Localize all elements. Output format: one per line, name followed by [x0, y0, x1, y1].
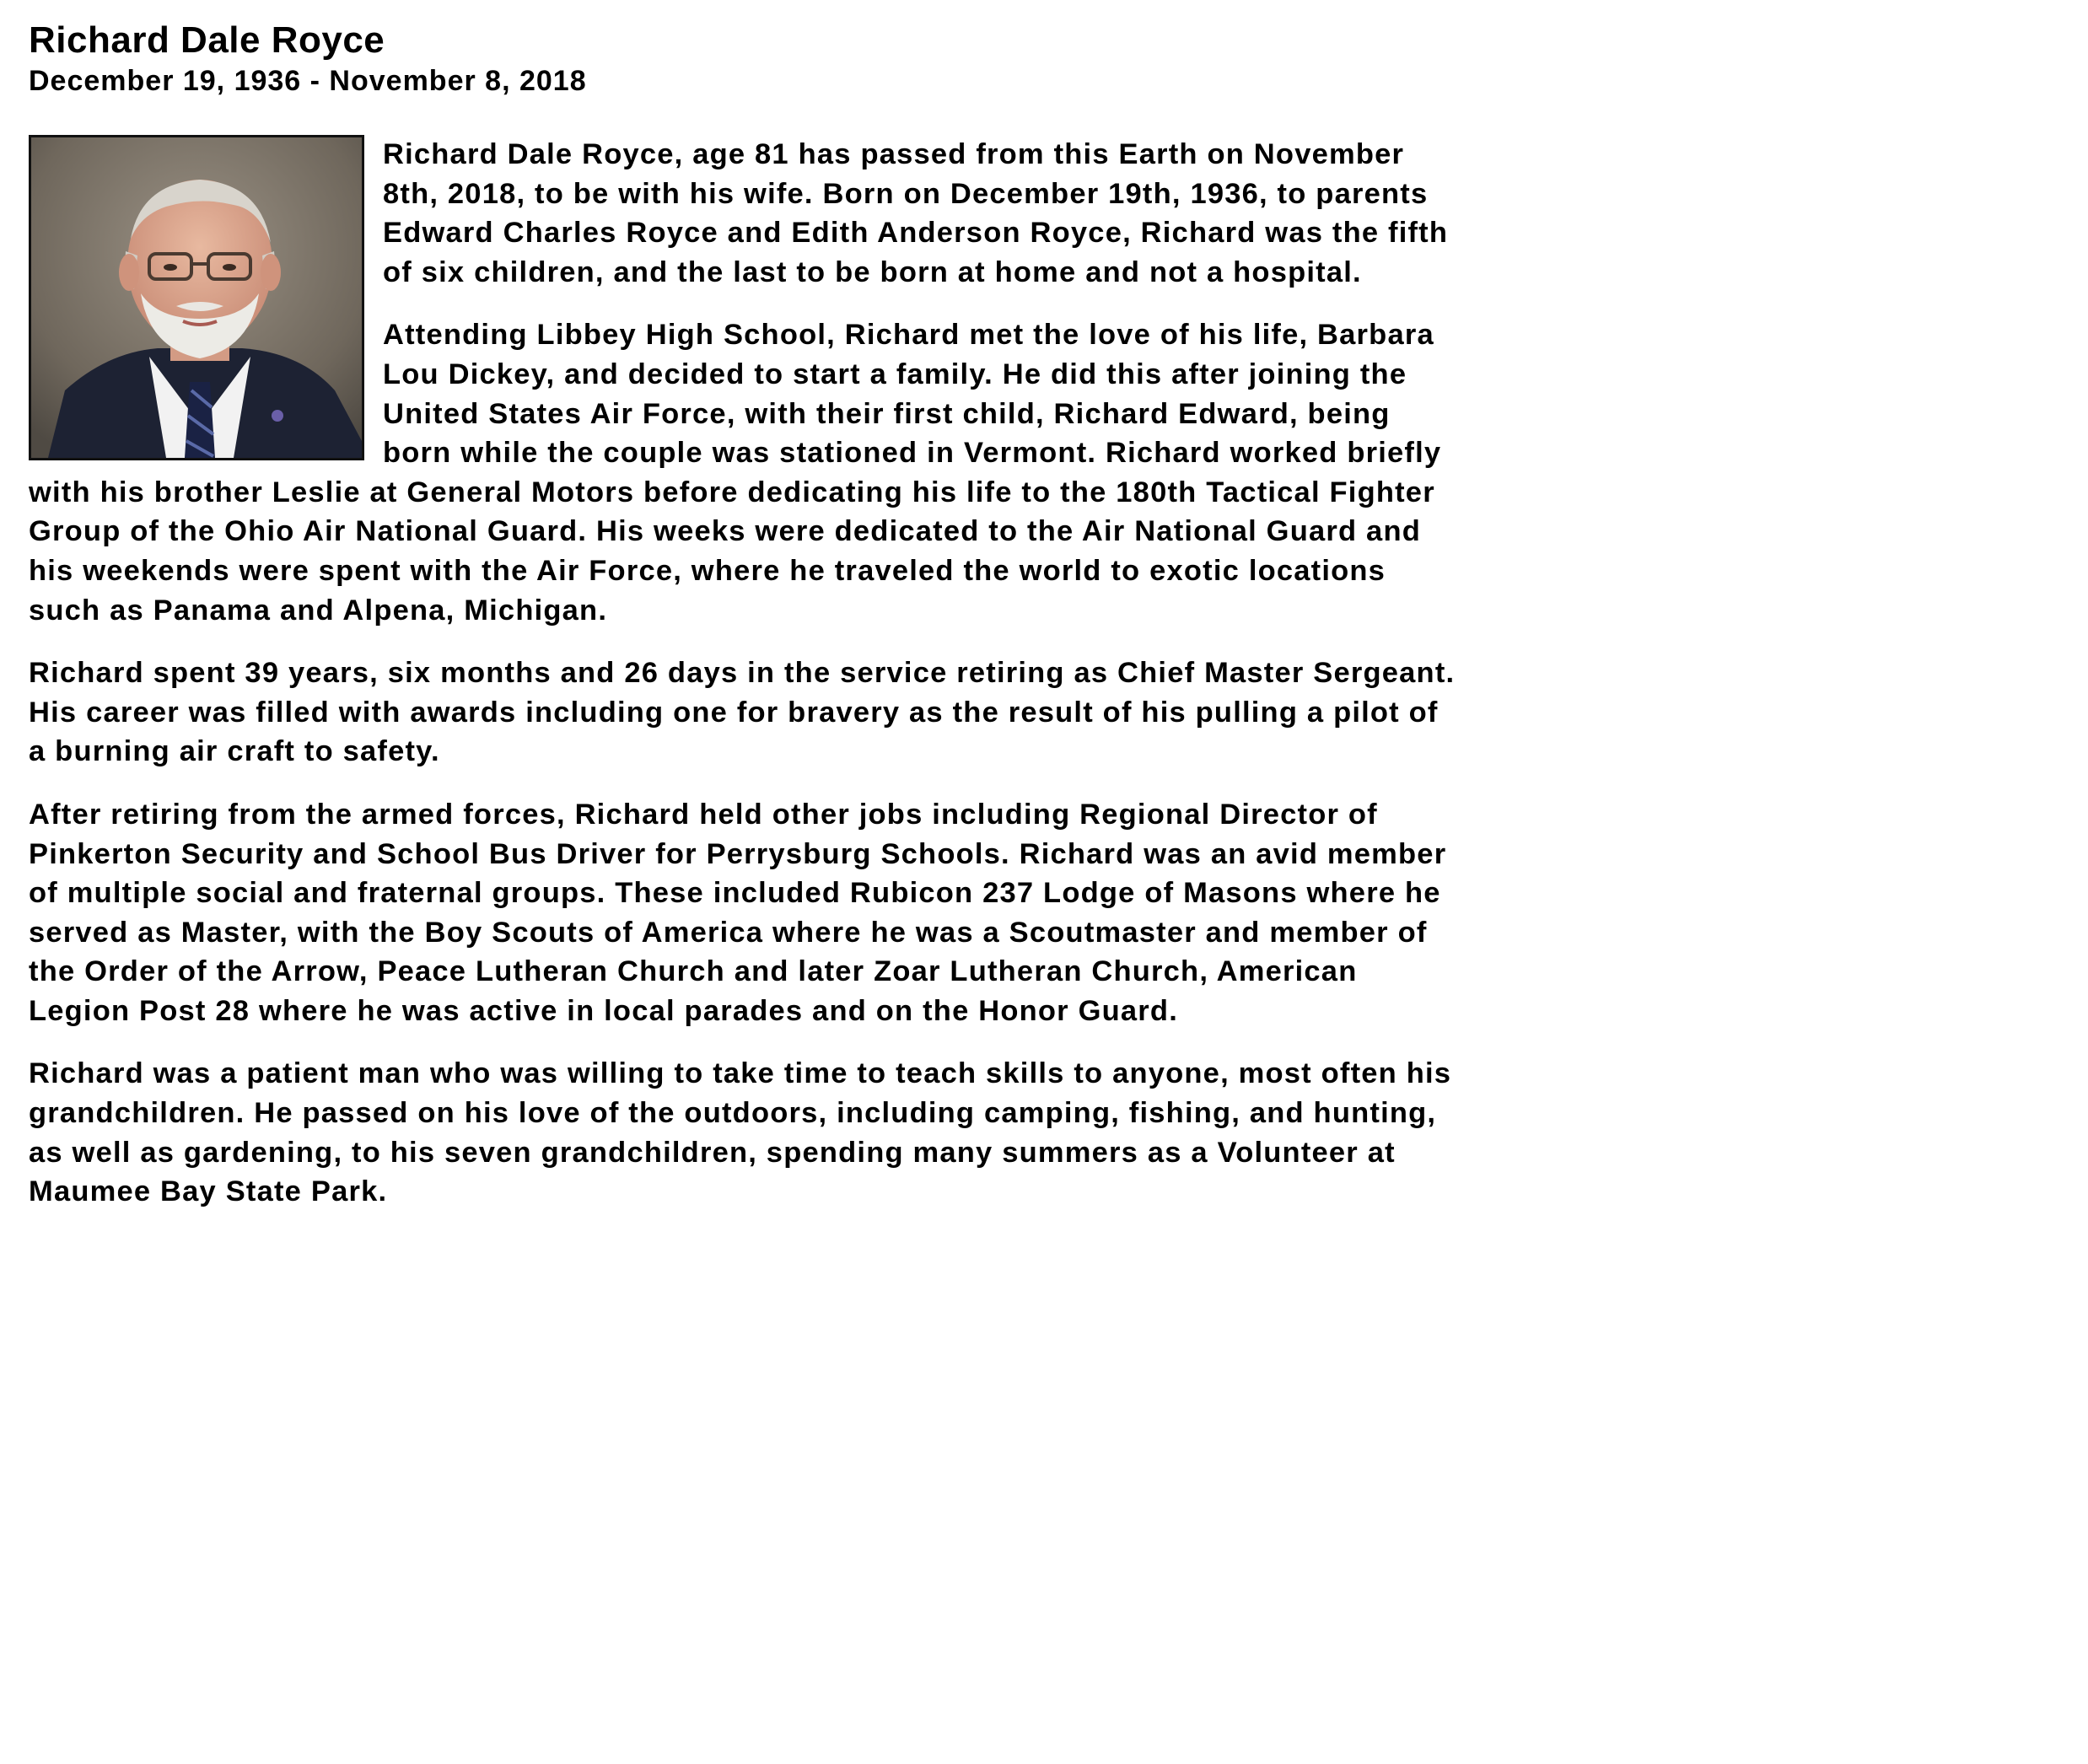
- obituary-paragraph: Richard Dale Royce, age 81 has passed from this Earth on November 8th, 2018, to be with his wife. Born on December 19th, 1936, to parents Edward Charles Royce and Edith Anderson Royce, Richard was the fifth of six children, and the last to be born at home and not a hospital.: [383, 138, 1449, 288]
- obituary-name: Richard Dale Royce: [29, 19, 385, 61]
- obituary-dates: December 19, 1936 - November 8, 2018: [29, 65, 587, 97]
- obituary-paragraph: Richard spent 39 years, six months and 26 days in the service retiring as Chief Master Sergeant. His career was filled with awards including one for bravery as the result of his pulling a pilot of a burning air craft to safety.: [29, 657, 1456, 768]
- obituary-paragraph: After retiring from the armed forces, Richard held other jobs including Regional Director of Pinkerton Security and School Bus Driver for Perrysburg Schools. Richard was an avid member of multiple social and fraternal groups. These included Rubicon 237 Lodge of Masons where he served as Master, with the Boy Scouts of America where he was a Scoutmaster and member of the Order of the Arrow, Peace Lutheran Church and later Zoar Lutheran Church, American Legion Post 28 where he was active in local parades and on the Honor Guard.: [29, 798, 1447, 1027]
- obituary-paragraph: Attending Libbey High School, Richard met the love of his life, Barbara Lou Dickey, and decided to start a family. He did this after joining the United States Air Force, with their first child, Richard Edward, being born while the couple was stationed in Vermont. Richard worked briefly with his brother Leslie at General Motors before dedicating his life to the 180th Tactical Fighter Group of the Ohio Air National Guard. His weeks were dedicated to the Air National Guard and his weekends were spent with the Air Force, where he traveled the world to exotic locations such as Panama and Alpena, Michigan.: [29, 319, 1442, 627]
- portrait-photo: [29, 135, 364, 460]
- portrait-image: [31, 137, 362, 458]
- obituary-paragraph: Richard was a patient man who was willing to take time to teach skills to anyone, most often his grandchildren. He passed on his love of the outdoors, including camping, fishing, and hunting, as well as gardening, to his seven grandchildren, spending many summers as a Volunteer at Maumee Bay State Park.: [29, 1057, 1452, 1208]
- obituary-page: [29, 19, 1462, 1235]
